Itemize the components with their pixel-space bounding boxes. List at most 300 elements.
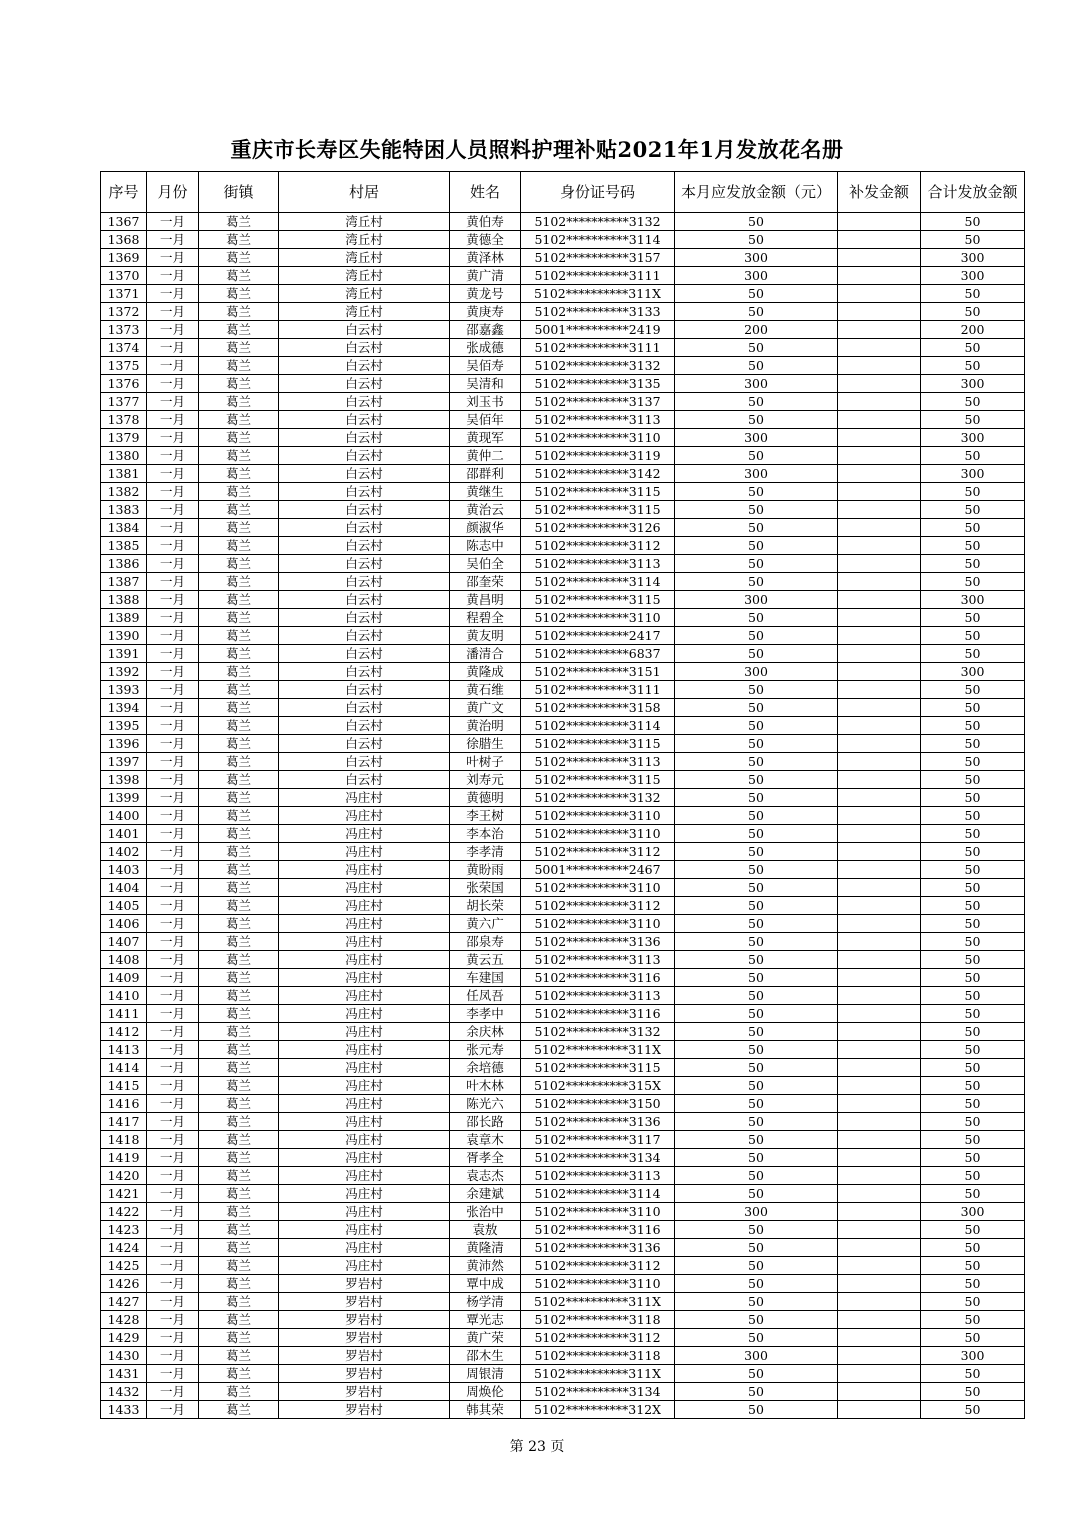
table-row: [101, 285, 1025, 303]
cell-total: 50: [921, 339, 1025, 357]
cell-supplement: [838, 447, 921, 465]
cell-village: 白云村: [279, 735, 450, 753]
cell-town: 葛兰: [199, 735, 279, 753]
cell-amount: 50: [675, 843, 838, 861]
table-row: [101, 771, 1025, 789]
cell-id-number: 5102**********3151: [521, 663, 675, 681]
cell-supplement: [838, 1095, 921, 1113]
cell-supplement: [838, 429, 921, 447]
cell-month: 一月: [147, 483, 199, 501]
cell-amount: 50: [675, 393, 838, 411]
cell-amount: 50: [675, 825, 838, 843]
cell-supplement: [838, 627, 921, 645]
col-header: 月份: [147, 172, 199, 213]
cell-month: 一月: [147, 861, 199, 879]
cell-name: 程碧全: [450, 609, 521, 627]
cell-supplement: [838, 1329, 921, 1347]
cell-town: 葛兰: [199, 267, 279, 285]
cell-seq: 1390: [101, 627, 147, 645]
cell-name: 黄德全: [450, 231, 521, 249]
cell-id-number: 5102**********3142: [521, 465, 675, 483]
cell-village: 白云村: [279, 699, 450, 717]
cell-name: 覃光志: [450, 1311, 521, 1329]
cell-supplement: [838, 699, 921, 717]
cell-id-number: 5102**********3113: [521, 753, 675, 771]
cell-town: 葛兰: [199, 1239, 279, 1257]
cell-amount: 50: [675, 1113, 838, 1131]
table-row: [101, 429, 1025, 447]
cell-amount: 50: [675, 1023, 838, 1041]
cell-id-number: 5102**********3134: [521, 1383, 675, 1401]
table-row: [101, 1293, 1025, 1311]
cell-month: 一月: [147, 987, 199, 1005]
cell-amount: 50: [675, 483, 838, 501]
cell-total: 50: [921, 915, 1025, 933]
cell-id-number: 5102**********3112: [521, 897, 675, 915]
cell-total: 300: [921, 1347, 1025, 1365]
cell-name: 黄德明: [450, 789, 521, 807]
cell-town: 葛兰: [199, 1113, 279, 1131]
cell-supplement: [838, 951, 921, 969]
cell-name: 韩其荣: [450, 1401, 521, 1419]
cell-id-number: 5102**********3137: [521, 393, 675, 411]
cell-name: 袁敖: [450, 1221, 521, 1239]
cell-name: 黄广文: [450, 699, 521, 717]
cell-amount: 300: [675, 1203, 838, 1221]
cell-village: 冯庄村: [279, 1239, 450, 1257]
cell-month: 一月: [147, 1077, 199, 1095]
cell-village: 冯庄村: [279, 861, 450, 879]
cell-name: 余建斌: [450, 1185, 521, 1203]
cell-village: 冯庄村: [279, 789, 450, 807]
table-row: [101, 987, 1025, 1005]
cell-supplement: [838, 1239, 921, 1257]
cell-total: 50: [921, 735, 1025, 753]
cell-village: 冯庄村: [279, 987, 450, 1005]
cell-id-number: 5102**********3112: [521, 537, 675, 555]
cell-village: 白云村: [279, 555, 450, 573]
cell-amount: 50: [675, 969, 838, 987]
cell-total: 50: [921, 861, 1025, 879]
cell-id-number: 5102**********3118: [521, 1347, 675, 1365]
cell-town: 葛兰: [199, 663, 279, 681]
cell-town: 葛兰: [199, 231, 279, 249]
cell-seq: 1385: [101, 537, 147, 555]
cell-seq: 1431: [101, 1365, 147, 1383]
cell-name: 李孝清: [450, 843, 521, 861]
cell-id-number: 5102**********3132: [521, 789, 675, 807]
table-row: [101, 591, 1025, 609]
cell-village: 白云村: [279, 537, 450, 555]
cell-id-number: 5102**********3112: [521, 843, 675, 861]
cell-month: 一月: [147, 1365, 199, 1383]
table-row: [101, 1221, 1025, 1239]
cell-town: 葛兰: [199, 753, 279, 771]
cell-seq: 1395: [101, 717, 147, 735]
cell-amount: 50: [675, 861, 838, 879]
cell-name: 邵嘉鑫: [450, 321, 521, 339]
cell-id-number: 5102**********3113: [521, 1167, 675, 1185]
table-row: [101, 483, 1025, 501]
cell-supplement: [838, 1203, 921, 1221]
cell-amount: 50: [675, 1005, 838, 1023]
table-row: [101, 1077, 1025, 1095]
cell-id-number: 5102**********3110: [521, 1203, 675, 1221]
cell-month: 一月: [147, 879, 199, 897]
cell-month: 一月: [147, 231, 199, 249]
table-row: [101, 411, 1025, 429]
cell-seq: 1415: [101, 1077, 147, 1095]
cell-month: 一月: [147, 735, 199, 753]
cell-month: 一月: [147, 1221, 199, 1239]
cell-village: 冯庄村: [279, 1005, 450, 1023]
cell-total: 50: [921, 969, 1025, 987]
cell-supplement: [838, 537, 921, 555]
cell-seq: 1368: [101, 231, 147, 249]
cell-town: 葛兰: [199, 393, 279, 411]
cell-supplement: [838, 1185, 921, 1203]
cell-town: 葛兰: [199, 699, 279, 717]
cell-total: 50: [921, 519, 1025, 537]
cell-month: 一月: [147, 1059, 199, 1077]
cell-seq: 1402: [101, 843, 147, 861]
cell-amount: 50: [675, 231, 838, 249]
cell-name: 车建国: [450, 969, 521, 987]
cell-name: 陈光六: [450, 1095, 521, 1113]
cell-amount: 50: [675, 1185, 838, 1203]
cell-month: 一月: [147, 1239, 199, 1257]
cell-month: 一月: [147, 357, 199, 375]
cell-village: 冯庄村: [279, 1221, 450, 1239]
cell-town: 葛兰: [199, 465, 279, 483]
cell-total: 50: [921, 1383, 1025, 1401]
cell-amount: 50: [675, 879, 838, 897]
cell-village: 冯庄村: [279, 969, 450, 987]
table-row: [101, 1185, 1025, 1203]
cell-amount: 50: [675, 285, 838, 303]
cell-total: 50: [921, 843, 1025, 861]
cell-town: 葛兰: [199, 303, 279, 321]
cell-supplement: [838, 1077, 921, 1095]
cell-seq: 1427: [101, 1293, 147, 1311]
cell-month: 一月: [147, 411, 199, 429]
table-row: [101, 807, 1025, 825]
cell-name: 黄隆成: [450, 663, 521, 681]
cell-total: 50: [921, 1023, 1025, 1041]
cell-amount: 50: [675, 627, 838, 645]
table-row: [101, 681, 1025, 699]
table-row: [101, 1113, 1025, 1131]
cell-id-number: 5102**********3150: [521, 1095, 675, 1113]
cell-supplement: [838, 1041, 921, 1059]
cell-name: 黄沛然: [450, 1257, 521, 1275]
cell-supplement: [838, 483, 921, 501]
cell-town: 葛兰: [199, 1311, 279, 1329]
table-row: [101, 339, 1025, 357]
cell-seq: 1374: [101, 339, 147, 357]
cell-id-number: 5102**********3111: [521, 339, 675, 357]
table-row: [101, 1149, 1025, 1167]
cell-id-number: 5102**********3113: [521, 411, 675, 429]
cell-id-number: 5102**********3110: [521, 825, 675, 843]
cell-seq: 1394: [101, 699, 147, 717]
cell-month: 一月: [147, 591, 199, 609]
cell-seq: 1389: [101, 609, 147, 627]
cell-village: 白云村: [279, 609, 450, 627]
cell-seq: 1407: [101, 933, 147, 951]
cell-seq: 1408: [101, 951, 147, 969]
cell-name: 邵泉寿: [450, 933, 521, 951]
cell-name: 邵群利: [450, 465, 521, 483]
cell-amount: 50: [675, 735, 838, 753]
cell-total: 50: [921, 573, 1025, 591]
cell-supplement: [838, 915, 921, 933]
cell-seq: 1425: [101, 1257, 147, 1275]
cell-name: 吴佰年: [450, 411, 521, 429]
cell-total: 50: [921, 879, 1025, 897]
cell-seq: 1429: [101, 1329, 147, 1347]
cell-id-number: 5102**********3134: [521, 1149, 675, 1167]
cell-village: 罗岩村: [279, 1311, 450, 1329]
cell-name: 杨学清: [450, 1293, 521, 1311]
cell-supplement: [838, 357, 921, 375]
cell-amount: 300: [675, 1347, 838, 1365]
cell-name: 黄广清: [450, 267, 521, 285]
cell-amount: 50: [675, 897, 838, 915]
cell-month: 一月: [147, 951, 199, 969]
cell-name: 张元寿: [450, 1041, 521, 1059]
table-row: [101, 1401, 1025, 1419]
table-row: [101, 1257, 1025, 1275]
cell-amount: 50: [675, 1311, 838, 1329]
cell-town: 葛兰: [199, 1365, 279, 1383]
cell-village: 冯庄村: [279, 1257, 450, 1275]
cell-supplement: [838, 1221, 921, 1239]
cell-seq: 1406: [101, 915, 147, 933]
cell-id-number: 5102**********3116: [521, 1221, 675, 1239]
cell-month: 一月: [147, 843, 199, 861]
cell-month: 一月: [147, 789, 199, 807]
table-row: [101, 249, 1025, 267]
cell-village: 罗岩村: [279, 1383, 450, 1401]
cell-month: 一月: [147, 537, 199, 555]
cell-id-number: 5102**********3111: [521, 267, 675, 285]
cell-total: 50: [921, 951, 1025, 969]
cell-village: 罗岩村: [279, 1329, 450, 1347]
cell-village: 冯庄村: [279, 897, 450, 915]
cell-name: 黄仲二: [450, 447, 521, 465]
cell-name: 叶木林: [450, 1077, 521, 1095]
cell-amount: 50: [675, 1401, 838, 1419]
cell-month: 一月: [147, 429, 199, 447]
cell-town: 葛兰: [199, 213, 279, 231]
cell-name: 叶树子: [450, 753, 521, 771]
cell-town: 葛兰: [199, 429, 279, 447]
cell-supplement: [838, 267, 921, 285]
cell-town: 葛兰: [199, 861, 279, 879]
cell-town: 葛兰: [199, 591, 279, 609]
cell-supplement: [838, 465, 921, 483]
cell-supplement: [838, 1293, 921, 1311]
cell-month: 一月: [147, 1329, 199, 1347]
cell-village: 白云村: [279, 573, 450, 591]
cell-supplement: [838, 825, 921, 843]
cell-id-number: 5102**********3132: [521, 357, 675, 375]
cell-village: 冯庄村: [279, 1041, 450, 1059]
cell-total: 50: [921, 771, 1025, 789]
cell-village: 白云村: [279, 663, 450, 681]
cell-amount: 50: [675, 609, 838, 627]
cell-total: 50: [921, 789, 1025, 807]
cell-id-number: 5102**********3114: [521, 1185, 675, 1203]
cell-name: 黄伯寿: [450, 213, 521, 231]
table-row: [101, 231, 1025, 249]
cell-month: 一月: [147, 717, 199, 735]
cell-town: 葛兰: [199, 807, 279, 825]
cell-seq: 1381: [101, 465, 147, 483]
cell-supplement: [838, 879, 921, 897]
cell-id-number: 5102**********3111: [521, 681, 675, 699]
table-row: [101, 699, 1025, 717]
cell-month: 一月: [147, 465, 199, 483]
cell-supplement: [838, 249, 921, 267]
cell-total: 50: [921, 1005, 1025, 1023]
table-row: [101, 879, 1025, 897]
cell-id-number: 5102**********3116: [521, 1005, 675, 1023]
cell-supplement: [838, 555, 921, 573]
cell-total: 50: [921, 285, 1025, 303]
cell-village: 罗岩村: [279, 1347, 450, 1365]
cell-month: 一月: [147, 249, 199, 267]
cell-amount: 50: [675, 771, 838, 789]
cell-village: 冯庄村: [279, 1131, 450, 1149]
cell-seq: 1371: [101, 285, 147, 303]
cell-seq: 1424: [101, 1239, 147, 1257]
cell-month: 一月: [147, 1113, 199, 1131]
cell-amount: 300: [675, 267, 838, 285]
col-header: 合计发放金额: [921, 172, 1025, 213]
cell-name: 黄盼雨: [450, 861, 521, 879]
cell-village: 白云村: [279, 465, 450, 483]
cell-amount: 50: [675, 645, 838, 663]
cell-id-number: 5102**********3110: [521, 915, 675, 933]
cell-supplement: [838, 1167, 921, 1185]
cell-village: 冯庄村: [279, 933, 450, 951]
cell-seq: 1428: [101, 1311, 147, 1329]
cell-id-number: 5102**********3115: [521, 483, 675, 501]
cell-town: 葛兰: [199, 1347, 279, 1365]
cell-amount: 50: [675, 1149, 838, 1167]
cell-village: 冯庄村: [279, 825, 450, 843]
cell-supplement: [838, 753, 921, 771]
cell-total: 50: [921, 1077, 1025, 1095]
cell-village: 白云村: [279, 717, 450, 735]
table-row: [101, 735, 1025, 753]
col-header: 补发金额: [838, 172, 921, 213]
cell-supplement: [838, 1131, 921, 1149]
cell-amount: 50: [675, 213, 838, 231]
cell-seq: 1419: [101, 1149, 147, 1167]
cell-id-number: 5102**********3157: [521, 249, 675, 267]
cell-amount: 300: [675, 375, 838, 393]
cell-id-number: 5102**********3110: [521, 807, 675, 825]
table-row: [101, 267, 1025, 285]
table-row: [101, 627, 1025, 645]
cell-amount: 50: [675, 1041, 838, 1059]
table-row: [101, 1005, 1025, 1023]
cell-supplement: [838, 573, 921, 591]
cell-town: 葛兰: [199, 1041, 279, 1059]
table-row: [101, 915, 1025, 933]
cell-name: 黄云五: [450, 951, 521, 969]
cell-seq: 1382: [101, 483, 147, 501]
table-row: [101, 393, 1025, 411]
cell-month: 一月: [147, 627, 199, 645]
cell-seq: 1400: [101, 807, 147, 825]
cell-town: 葛兰: [199, 321, 279, 339]
cell-total: 50: [921, 501, 1025, 519]
cell-total: 50: [921, 1131, 1025, 1149]
cell-id-number: 5102**********311X: [521, 1293, 675, 1311]
cell-total: 300: [921, 375, 1025, 393]
cell-town: 葛兰: [199, 483, 279, 501]
table-row: [101, 1365, 1025, 1383]
cell-name: 黄庚寿: [450, 303, 521, 321]
cell-seq: 1397: [101, 753, 147, 771]
cell-month: 一月: [147, 1275, 199, 1293]
cell-amount: 300: [675, 429, 838, 447]
cell-amount: 50: [675, 1329, 838, 1347]
cell-town: 葛兰: [199, 987, 279, 1005]
cell-town: 葛兰: [199, 717, 279, 735]
cell-month: 一月: [147, 519, 199, 537]
cell-id-number: 5102**********312X: [521, 1401, 675, 1419]
col-header: 身份证号码: [521, 172, 675, 213]
cell-town: 葛兰: [199, 1329, 279, 1347]
cell-id-number: 5102**********311X: [521, 1365, 675, 1383]
cell-town: 葛兰: [199, 375, 279, 393]
table-row: [101, 213, 1025, 231]
cell-total: 50: [921, 933, 1025, 951]
table-row: [101, 609, 1025, 627]
table-row: [101, 1203, 1025, 1221]
cell-total: 300: [921, 465, 1025, 483]
table-row: [101, 519, 1025, 537]
cell-seq: 1378: [101, 411, 147, 429]
cell-id-number: 5102**********3136: [521, 1239, 675, 1257]
cell-name: 颜淑华: [450, 519, 521, 537]
cell-village: 罗岩村: [279, 1275, 450, 1293]
cell-name: 袁志杰: [450, 1167, 521, 1185]
cell-seq: 1377: [101, 393, 147, 411]
cell-id-number: 5102**********3114: [521, 717, 675, 735]
cell-supplement: [838, 681, 921, 699]
table-row: [101, 501, 1025, 519]
cell-amount: 50: [675, 537, 838, 555]
cell-supplement: [838, 285, 921, 303]
cell-id-number: 5102**********3112: [521, 1257, 675, 1275]
cell-name: 邵奎荣: [450, 573, 521, 591]
cell-month: 一月: [147, 1383, 199, 1401]
cell-total: 50: [921, 555, 1025, 573]
cell-amount: 50: [675, 1275, 838, 1293]
cell-name: 黄继生: [450, 483, 521, 501]
cell-town: 葛兰: [199, 969, 279, 987]
cell-amount: 50: [675, 573, 838, 591]
table-row: [101, 1131, 1025, 1149]
table-row: [101, 1095, 1025, 1113]
cell-id-number: 5102**********3118: [521, 1311, 675, 1329]
